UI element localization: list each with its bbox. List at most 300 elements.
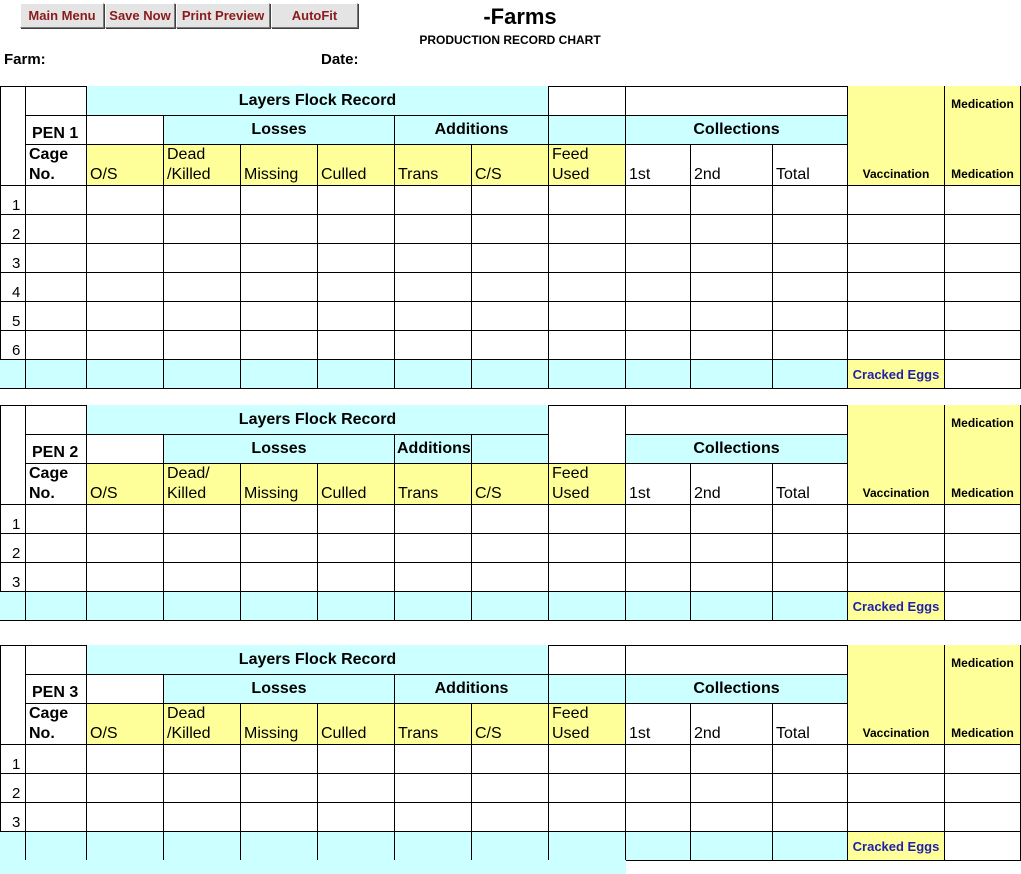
data-cell[interactable] bbox=[773, 505, 848, 534]
header-blank-cell bbox=[626, 645, 848, 675]
row-number: 3 bbox=[0, 803, 26, 832]
header-blank-cell bbox=[87, 116, 164, 145]
data-cell[interactable] bbox=[691, 745, 773, 774]
used-label: Used bbox=[552, 485, 590, 502]
data-cell[interactable] bbox=[773, 186, 848, 215]
data-cell[interactable] bbox=[472, 563, 549, 592]
data-cell[interactable] bbox=[549, 505, 626, 534]
data-cell[interactable] bbox=[241, 186, 318, 215]
data-cell[interactable] bbox=[164, 302, 241, 331]
data-cell[interactable] bbox=[318, 803, 395, 832]
page-title: -Farms bbox=[483, 4, 557, 29]
summary-cell[interactable] bbox=[395, 592, 472, 621]
autofit-button[interactable]: AutoFit bbox=[271, 3, 358, 28]
data-cell[interactable] bbox=[164, 563, 241, 592]
summary-cell[interactable] bbox=[318, 592, 395, 621]
row-number: 5 bbox=[0, 302, 26, 331]
medication-label-top: Medication bbox=[951, 656, 1014, 670]
medication-header-cell bbox=[945, 645, 1021, 745]
no-label: No. bbox=[29, 485, 55, 502]
data-cell[interactable] bbox=[549, 215, 626, 244]
data-cell[interactable] bbox=[691, 302, 773, 331]
summary-cell[interactable] bbox=[626, 832, 691, 861]
data-cell[interactable] bbox=[848, 244, 945, 273]
main-menu-button[interactable]: Main Menu bbox=[20, 3, 104, 28]
medication-label-bottom: Medication bbox=[951, 167, 1014, 181]
data-cell[interactable] bbox=[395, 745, 472, 774]
first-collection-header: 1st bbox=[626, 145, 691, 186]
data-cell[interactable] bbox=[626, 745, 691, 774]
additions-header: Additions bbox=[395, 435, 472, 464]
data-cell[interactable] bbox=[472, 505, 549, 534]
data-cell[interactable] bbox=[318, 215, 395, 244]
feed-label: Feed bbox=[552, 146, 589, 163]
dead-label: Dead/ bbox=[167, 465, 210, 482]
cracked-eggs-value[interactable] bbox=[945, 592, 1021, 621]
data-cell[interactable] bbox=[549, 186, 626, 215]
feed-used-header bbox=[549, 704, 626, 745]
header-blank-cell bbox=[26, 86, 87, 116]
data-cell[interactable] bbox=[318, 186, 395, 215]
data-cell[interactable] bbox=[87, 534, 164, 563]
additions-header: Additions bbox=[395, 675, 549, 704]
data-cell[interactable] bbox=[395, 302, 472, 331]
data-cell[interactable] bbox=[241, 803, 318, 832]
data-cell[interactable] bbox=[87, 803, 164, 832]
data-cell[interactable] bbox=[472, 273, 549, 302]
vaccination-header: Vaccination bbox=[848, 405, 945, 505]
data-cell[interactable] bbox=[87, 186, 164, 215]
summary-cell[interactable] bbox=[691, 832, 773, 861]
cage-label: Cage bbox=[29, 465, 69, 482]
data-cell[interactable] bbox=[164, 186, 241, 215]
row-number: 2 bbox=[0, 774, 26, 803]
no-label: No. bbox=[29, 166, 55, 183]
summary-cell[interactable] bbox=[164, 360, 241, 389]
data-cell[interactable] bbox=[318, 534, 395, 563]
total-collection-header: Total bbox=[773, 464, 848, 505]
culled-header: Culled bbox=[318, 464, 395, 505]
data-cell[interactable] bbox=[945, 186, 1021, 215]
data-cell[interactable] bbox=[395, 215, 472, 244]
data-cell[interactable] bbox=[848, 215, 945, 244]
data-cell[interactable] bbox=[87, 745, 164, 774]
cracked-eggs-label: Cracked Eggs bbox=[848, 592, 945, 621]
dead-killed-header bbox=[164, 145, 241, 186]
collections-header: Collections bbox=[626, 116, 848, 145]
data-cell[interactable] bbox=[164, 774, 241, 803]
data-cell[interactable] bbox=[318, 505, 395, 534]
pen-label: PEN 2 bbox=[26, 435, 87, 464]
pen-label: PEN 3 bbox=[26, 675, 87, 704]
summary-cell[interactable] bbox=[0, 360, 26, 389]
data-cell[interactable] bbox=[691, 563, 773, 592]
data-cell[interactable] bbox=[472, 215, 549, 244]
data-cell[interactable] bbox=[164, 505, 241, 534]
header-blank-cell bbox=[626, 86, 848, 116]
data-cell[interactable] bbox=[164, 331, 241, 360]
data-cell[interactable] bbox=[26, 186, 87, 215]
culled-header: Culled bbox=[318, 704, 395, 745]
first-collection-header: 1st bbox=[626, 464, 691, 505]
summary-cell[interactable] bbox=[87, 360, 164, 389]
summary-cell[interactable] bbox=[26, 832, 87, 861]
data-cell[interactable] bbox=[164, 244, 241, 273]
header-blank-cell bbox=[87, 675, 164, 704]
feed-used-header bbox=[549, 464, 626, 505]
data-cell[interactable] bbox=[945, 534, 1021, 563]
data-cell[interactable] bbox=[164, 803, 241, 832]
summary-cell[interactable] bbox=[318, 360, 395, 389]
medication-label-bottom: Medication bbox=[951, 486, 1014, 500]
summary-cell[interactable] bbox=[472, 592, 549, 621]
data-cell[interactable] bbox=[241, 331, 318, 360]
data-cell[interactable] bbox=[395, 534, 472, 563]
data-cell[interactable] bbox=[395, 273, 472, 302]
data-cell[interactable] bbox=[848, 534, 945, 563]
data-cell[interactable] bbox=[945, 273, 1021, 302]
data-cell[interactable] bbox=[626, 215, 691, 244]
summary-cell[interactable] bbox=[241, 832, 318, 861]
data-cell[interactable] bbox=[773, 302, 848, 331]
summary-cell[interactable] bbox=[549, 832, 626, 861]
collections-header: Collections bbox=[626, 675, 848, 704]
pen-label: PEN 1 bbox=[26, 116, 87, 145]
data-cell[interactable] bbox=[26, 302, 87, 331]
data-cell[interactable] bbox=[26, 505, 87, 534]
data-cell[interactable] bbox=[26, 273, 87, 302]
save-now-button[interactable]: Save Now bbox=[105, 3, 175, 28]
data-cell[interactable] bbox=[318, 745, 395, 774]
data-cell[interactable] bbox=[626, 302, 691, 331]
summary-cell[interactable] bbox=[549, 592, 626, 621]
cage-no-header bbox=[26, 464, 87, 505]
data-cell[interactable] bbox=[164, 534, 241, 563]
row-number: 4 bbox=[0, 273, 26, 302]
losses-header: Losses bbox=[164, 435, 395, 464]
data-cell[interactable] bbox=[395, 774, 472, 803]
row-number: 2 bbox=[0, 534, 26, 563]
killed-label: /Killed bbox=[167, 725, 211, 742]
cracked-eggs-label: Cracked Eggs bbox=[848, 832, 945, 861]
data-cell[interactable] bbox=[848, 331, 945, 360]
data-cell[interactable] bbox=[164, 273, 241, 302]
row-number: 6 bbox=[0, 331, 26, 360]
data-cell[interactable] bbox=[26, 803, 87, 832]
data-cell[interactable] bbox=[472, 774, 549, 803]
data-cell[interactable] bbox=[472, 331, 549, 360]
data-cell[interactable] bbox=[87, 331, 164, 360]
data-cell[interactable] bbox=[241, 215, 318, 244]
data-cell[interactable] bbox=[395, 803, 472, 832]
data-cell[interactable] bbox=[626, 186, 691, 215]
additions-header: Additions bbox=[395, 116, 549, 145]
data-cell[interactable] bbox=[472, 745, 549, 774]
cracked-eggs-value[interactable] bbox=[945, 832, 1021, 861]
data-cell[interactable] bbox=[549, 563, 626, 592]
os-header: O/S bbox=[87, 145, 164, 186]
data-cell[interactable] bbox=[26, 745, 87, 774]
header-blank-cell bbox=[549, 116, 626, 145]
data-cell[interactable] bbox=[626, 331, 691, 360]
summary-cell[interactable] bbox=[0, 592, 26, 621]
losses-header: Losses bbox=[164, 675, 395, 704]
os-header: O/S bbox=[87, 704, 164, 745]
data-cell[interactable] bbox=[395, 244, 472, 273]
data-cell[interactable] bbox=[318, 331, 395, 360]
data-cell[interactable] bbox=[848, 803, 945, 832]
data-cell[interactable] bbox=[773, 745, 848, 774]
data-cell[interactable] bbox=[241, 774, 318, 803]
data-cell[interactable] bbox=[472, 534, 549, 563]
medication-header-cell bbox=[945, 405, 1021, 505]
data-cell[interactable] bbox=[395, 186, 472, 215]
data-cell[interactable] bbox=[549, 803, 626, 832]
summary-cell[interactable] bbox=[773, 592, 848, 621]
data-cell[interactable] bbox=[549, 774, 626, 803]
cage-label: Cage bbox=[29, 705, 69, 722]
data-cell[interactable] bbox=[241, 302, 318, 331]
data-cell[interactable] bbox=[691, 774, 773, 803]
data-cell[interactable] bbox=[318, 302, 395, 331]
summary-cell[interactable] bbox=[472, 360, 549, 389]
row-number: 3 bbox=[0, 563, 26, 592]
losses-header: Losses bbox=[164, 116, 395, 145]
collections-header: Collections bbox=[626, 435, 848, 464]
data-cell[interactable] bbox=[773, 273, 848, 302]
data-cell[interactable] bbox=[773, 774, 848, 803]
data-cell[interactable] bbox=[626, 803, 691, 832]
summary-cell[interactable] bbox=[164, 832, 241, 861]
data-cell[interactable] bbox=[395, 331, 472, 360]
data-cell[interactable] bbox=[241, 505, 318, 534]
data-cell[interactable] bbox=[691, 331, 773, 360]
header-blank-cell bbox=[472, 435, 549, 464]
data-cell[interactable] bbox=[549, 302, 626, 331]
summary-cell[interactable] bbox=[472, 832, 549, 861]
summary-cell[interactable] bbox=[318, 832, 395, 861]
data-cell[interactable] bbox=[848, 273, 945, 302]
cage-no-header bbox=[26, 704, 87, 745]
data-cell[interactable] bbox=[549, 534, 626, 563]
data-cell[interactable] bbox=[848, 302, 945, 331]
data-cell[interactable] bbox=[26, 331, 87, 360]
dead-label: Dead bbox=[167, 705, 206, 722]
layers-flock-record-header: Layers Flock Record bbox=[87, 86, 549, 116]
missing-header: Missing bbox=[241, 704, 318, 745]
data-cell[interactable] bbox=[626, 273, 691, 302]
summary-cell[interactable] bbox=[691, 360, 773, 389]
print-preview-button[interactable]: Print Preview bbox=[176, 3, 270, 28]
used-label: Used bbox=[552, 725, 590, 742]
data-cell[interactable] bbox=[241, 244, 318, 273]
data-cell[interactable] bbox=[945, 215, 1021, 244]
summary-cell[interactable] bbox=[773, 832, 848, 861]
data-cell[interactable] bbox=[691, 534, 773, 563]
data-cell[interactable] bbox=[87, 302, 164, 331]
data-cell[interactable] bbox=[318, 273, 395, 302]
data-cell[interactable] bbox=[472, 302, 549, 331]
summary-cell[interactable] bbox=[395, 360, 472, 389]
trans-header: Trans bbox=[395, 464, 472, 505]
layers-flock-record-header: Layers Flock Record bbox=[87, 405, 549, 435]
data-cell[interactable] bbox=[87, 244, 164, 273]
data-cell[interactable] bbox=[87, 273, 164, 302]
data-cell[interactable] bbox=[945, 745, 1021, 774]
medication-label-bottom: Medication bbox=[951, 726, 1014, 740]
data-cell[interactable] bbox=[87, 774, 164, 803]
culled-header: Culled bbox=[318, 145, 395, 186]
data-cell[interactable] bbox=[26, 534, 87, 563]
summary-cell[interactable] bbox=[87, 592, 164, 621]
data-cell[interactable] bbox=[626, 505, 691, 534]
data-cell[interactable] bbox=[773, 331, 848, 360]
data-cell[interactable] bbox=[691, 244, 773, 273]
data-cell[interactable] bbox=[241, 534, 318, 563]
data-cell[interactable] bbox=[691, 273, 773, 302]
data-cell[interactable] bbox=[945, 505, 1021, 534]
data-cell[interactable] bbox=[549, 745, 626, 774]
header-blank-cell bbox=[549, 675, 626, 704]
summary-cell[interactable] bbox=[0, 832, 26, 861]
cracked-eggs-value[interactable] bbox=[945, 360, 1021, 389]
pen-table bbox=[0, 645, 1021, 861]
data-cell[interactable] bbox=[945, 803, 1021, 832]
data-cell[interactable] bbox=[241, 745, 318, 774]
killed-label: Killed bbox=[167, 485, 207, 502]
second-collection-header: 2nd bbox=[691, 145, 773, 186]
second-collection-header: 2nd bbox=[691, 704, 773, 745]
header-blank-cell bbox=[549, 645, 626, 675]
header-blank-cell bbox=[626, 405, 848, 435]
data-cell[interactable] bbox=[848, 505, 945, 534]
data-cell[interactable] bbox=[549, 273, 626, 302]
data-cell[interactable] bbox=[26, 244, 87, 273]
header-blank-cell bbox=[549, 405, 626, 464]
data-cell[interactable] bbox=[626, 563, 691, 592]
summary-cell[interactable] bbox=[626, 592, 691, 621]
data-cell[interactable] bbox=[26, 215, 87, 244]
data-cell[interactable] bbox=[241, 273, 318, 302]
summary-cell[interactable] bbox=[241, 592, 318, 621]
dead-killed-header bbox=[164, 704, 241, 745]
data-cell[interactable] bbox=[164, 215, 241, 244]
data-cell[interactable] bbox=[395, 505, 472, 534]
summary-cell[interactable] bbox=[26, 592, 87, 621]
cs-header: C/S bbox=[472, 145, 549, 186]
cs-header: C/S bbox=[472, 464, 549, 505]
second-collection-header: 2nd bbox=[691, 464, 773, 505]
data-cell[interactable] bbox=[691, 803, 773, 832]
data-cell[interactable] bbox=[626, 774, 691, 803]
data-cell[interactable] bbox=[318, 563, 395, 592]
data-cell[interactable] bbox=[773, 563, 848, 592]
medication-label-top: Medication bbox=[951, 97, 1014, 111]
data-cell[interactable] bbox=[773, 244, 848, 273]
summary-cell[interactable] bbox=[773, 360, 848, 389]
corner-cell bbox=[0, 645, 26, 745]
summary-cell[interactable] bbox=[626, 360, 691, 389]
data-cell[interactable] bbox=[773, 215, 848, 244]
data-cell[interactable] bbox=[549, 244, 626, 273]
data-cell[interactable] bbox=[773, 803, 848, 832]
cs-header: C/S bbox=[472, 704, 549, 745]
header-blank-cell bbox=[26, 405, 87, 435]
corner-cell bbox=[0, 405, 26, 505]
data-cell[interactable] bbox=[472, 803, 549, 832]
farm-label: Farm: bbox=[4, 51, 46, 68]
data-cell[interactable] bbox=[318, 774, 395, 803]
data-cell[interactable] bbox=[626, 534, 691, 563]
summary-cell[interactable] bbox=[241, 360, 318, 389]
vaccination-header: Vaccination bbox=[848, 86, 945, 186]
cage-label: Cage bbox=[29, 146, 69, 163]
summary-cell[interactable] bbox=[395, 832, 472, 861]
summary-cell[interactable] bbox=[26, 360, 87, 389]
data-cell[interactable] bbox=[773, 534, 848, 563]
cage-no-header bbox=[26, 145, 87, 186]
data-cell[interactable] bbox=[26, 774, 87, 803]
data-cell[interactable] bbox=[318, 244, 395, 273]
data-cell[interactable] bbox=[241, 563, 318, 592]
first-collection-header: 1st bbox=[626, 704, 691, 745]
data-cell[interactable] bbox=[691, 186, 773, 215]
data-cell[interactable] bbox=[691, 505, 773, 534]
data-cell[interactable] bbox=[472, 244, 549, 273]
data-cell[interactable] bbox=[87, 563, 164, 592]
data-cell[interactable] bbox=[848, 563, 945, 592]
feed-used-header bbox=[549, 145, 626, 186]
data-cell[interactable] bbox=[87, 215, 164, 244]
header-blank-cell bbox=[87, 435, 164, 464]
data-cell[interactable] bbox=[164, 745, 241, 774]
row-number: 1 bbox=[0, 745, 26, 774]
summary-cell[interactable] bbox=[87, 832, 164, 861]
data-cell[interactable] bbox=[848, 745, 945, 774]
data-cell[interactable] bbox=[395, 563, 472, 592]
data-cell[interactable] bbox=[945, 563, 1021, 592]
feed-label: Feed bbox=[552, 705, 589, 722]
data-cell[interactable] bbox=[848, 774, 945, 803]
no-label: No. bbox=[29, 725, 55, 742]
missing-header: Missing bbox=[241, 145, 318, 186]
pen-table bbox=[0, 405, 1021, 621]
data-cell[interactable] bbox=[945, 244, 1021, 273]
used-label: Used bbox=[552, 166, 590, 183]
trans-header: Trans bbox=[395, 145, 472, 186]
layers-flock-record-header: Layers Flock Record bbox=[87, 645, 549, 675]
data-cell[interactable] bbox=[945, 331, 1021, 360]
data-cell[interactable] bbox=[945, 774, 1021, 803]
data-cell[interactable] bbox=[87, 505, 164, 534]
data-cell[interactable] bbox=[26, 563, 87, 592]
feed-label: Feed bbox=[552, 465, 589, 482]
data-cell[interactable] bbox=[626, 244, 691, 273]
vaccination-header: Vaccination bbox=[848, 645, 945, 745]
trans-header: Trans bbox=[395, 704, 472, 745]
data-cell[interactable] bbox=[472, 186, 549, 215]
data-cell[interactable] bbox=[945, 302, 1021, 331]
page-subtitle: PRODUCTION RECORD CHART bbox=[419, 33, 601, 47]
data-cell[interactable] bbox=[549, 331, 626, 360]
summary-cell[interactable] bbox=[164, 592, 241, 621]
row-number: 2 bbox=[0, 215, 26, 244]
summary-cell[interactable] bbox=[549, 360, 626, 389]
data-cell[interactable] bbox=[848, 186, 945, 215]
total-collection-header: Total bbox=[773, 704, 848, 745]
summary-cell[interactable] bbox=[691, 592, 773, 621]
data-cell[interactable] bbox=[691, 215, 773, 244]
